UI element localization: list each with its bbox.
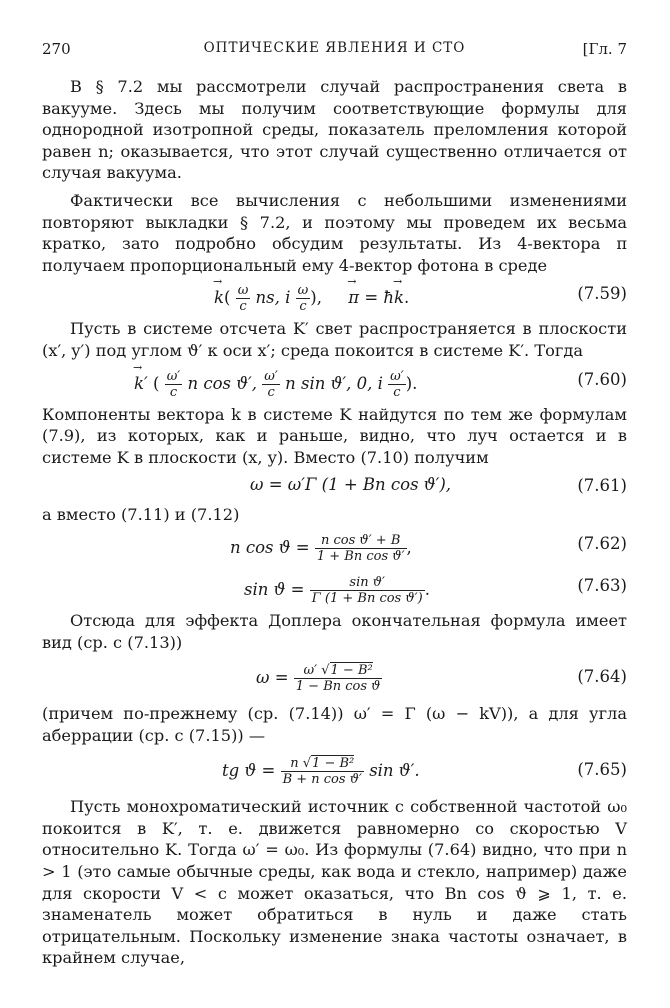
paragraph-2: Фактически все вычисления с небольшими изменениями повторяют выкладки § 7.2, и поэтому мы проведем их весьма кратко, зато подробно обсудим результаты. Из 4-вектора π получаем пропорциональный ему 4-вектор фотона в среде [42, 190, 627, 275]
equation-7-65: tg ϑ = $\frac{\text{n √1 − B²}}{\text{B + n cos ϑ′}}$ sin ϑ′. (7.65) [222, 756, 627, 788]
equation-7-62: n cos ϑ = $\frac{\text{n cos ϑ′ + B}}{\text{1 + Bn cos ϑ′}}$ , (7.62) [230, 532, 627, 564]
paragraph-5: а вместо (7.11) и (7.12) [42, 505, 240, 525]
page-number: 270 [42, 40, 71, 58]
equation-7-60: → k′ ( $\frac{\omega'}{c}$ n cos ϑ′, $\frac{\omega'}{c}$ n sin ϑ′, 0, i $\frac{\omega'}{c}$ ). (7.60) [42, 362, 627, 404]
equation-number: (7.62) [577, 533, 627, 553]
equation-number: (7.64) [577, 667, 627, 687]
equation-number: (7.60) [577, 369, 627, 389]
paragraph-6: Отсюда для эффекта Доплера окончательная формула имеет вид (ср. с (7.13)) [42, 610, 627, 652]
equation-number: (7.63) [577, 575, 627, 595]
book-page [42, 30, 627, 969]
running-header [42, 30, 627, 56]
running-title: ОПТИЧЕСКИЕ ЯВЛЕНИЯ И СТО [203, 40, 466, 56]
paragraph-8: Пусть монохроматический источник с собственной частотой ω₀ покоится в K′, т. е. движется равномерно со скоростью V относительно K. Тогда ω′ = ω₀. Из формулы (7.64) видно, что при n > 1 (это самые обычные среды, как вода и стекло, например) даже для скорости V < c может оказаться, что Bn cos ϑ ⩾ 1, т. е. знаменатель может обратиться в нуль и даже стать отрицательным. Поскольку изменение знака частоты означает, в крайнем случае, [42, 797, 627, 968]
paragraph-7: (причем по-прежнему (ср. (7.14)) ω′ = Γ (ω − kV)), а для угла аберрации (ср. с (7.15)) — [42, 704, 627, 745]
equation-7-63: sin ϑ = $\frac{\text{sin ϑ′}}{\text{Γ (1 + Bn cos ϑ′)}}$ . (7.63) [244, 574, 627, 606]
equation-number: (7.65) [577, 760, 627, 780]
chapter-label: [Гл. 7 [582, 40, 627, 58]
paragraph-4: Компоненты вектора k в системе K найдутся по тем же формулам (7.9), из которых, как и раньше, видно, что луч остается и в системе K в плоскости (x, y). Вместо (7.10) получим [42, 404, 627, 467]
equation-7-61: ω = ω′Γ (1 + Bn cos ϑ′), (7.61) [250, 475, 627, 496]
paragraph-1: В § 7.2 мы рассмотрели случай распространения света в вакууме. Здесь мы получим соответствующие формулы для однородной изотропной среды, показатель преломления которой равен n; оказывается, что этот случай существенно отличается от случая вакуума. [42, 77, 627, 183]
equation-7-64: ω = $\frac{\text{ω′ √1 − B²}}{\text{1 − Bn cos ϑ}}$ (7.64) [256, 663, 627, 695]
paragraph-3: Пусть в системе отсчета K′ свет распространяется в плоскости (x′, y′) под углом ϑ′ к оси x′; среда покоится в системе K′. Тогда [42, 319, 627, 360]
equation-number: (7.61) [577, 476, 627, 496]
equation-number: (7.59) [577, 284, 627, 304]
equation-7-59: → k( $\frac{\omega}{c}$ ns, i $\frac{\omega}{c}$ ), → π = ħ→ k. (7.59) [42, 276, 627, 318]
